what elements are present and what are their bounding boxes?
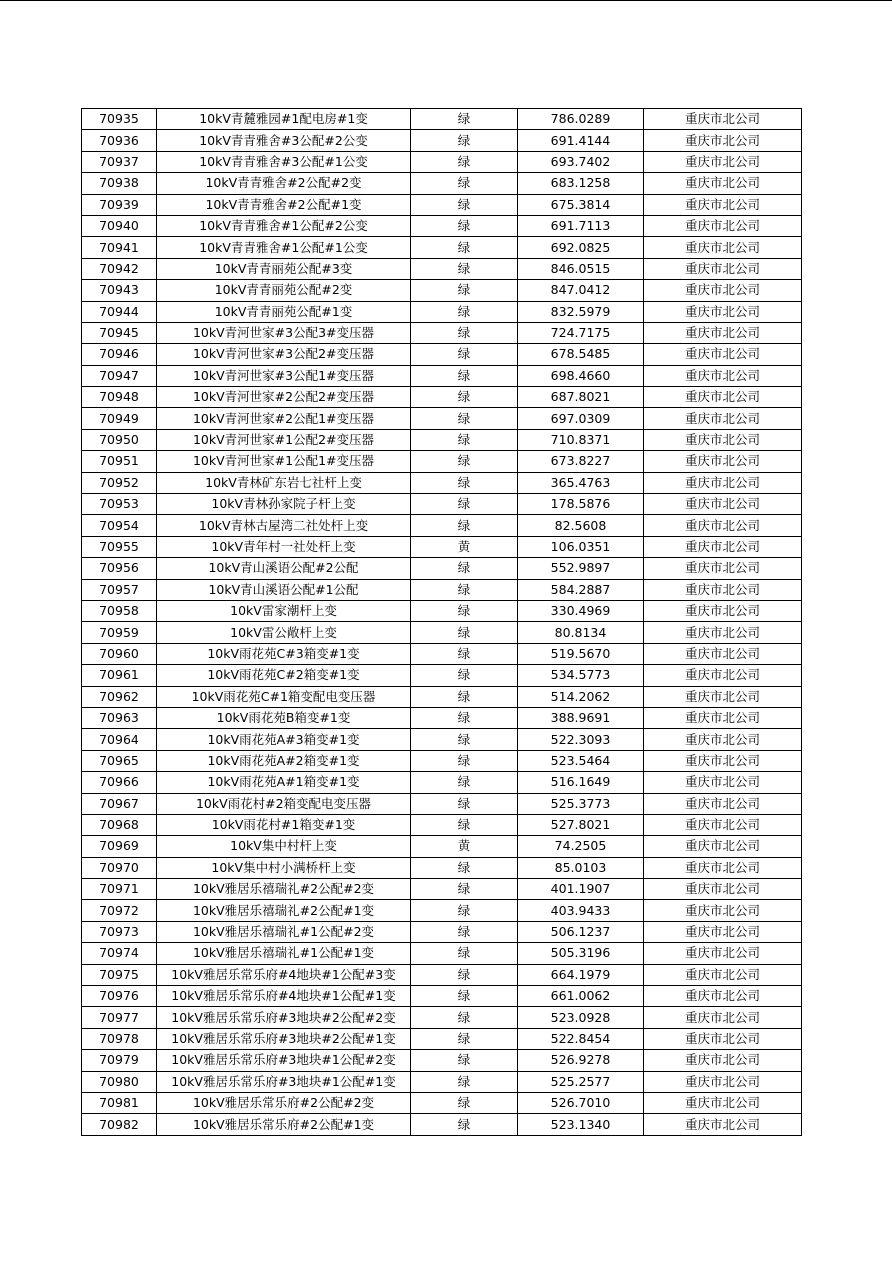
table-row — [82, 600, 802, 621]
cell-company: 重庆市北公司 — [644, 943, 802, 964]
table-row — [82, 472, 802, 493]
cell-company: 重庆市北公司 — [644, 750, 802, 771]
cell-value: 388.9691 — [518, 707, 644, 728]
table-row — [82, 494, 802, 515]
cell-status: 绿 — [411, 943, 518, 964]
cell-company: 重庆市北公司 — [644, 109, 802, 130]
cell-transformer-name: 10kV雅居乐常乐府#2公配#1变 — [157, 1114, 411, 1135]
cell-company: 重庆市北公司 — [644, 686, 802, 707]
cell-status: 绿 — [411, 814, 518, 835]
cell-status: 绿 — [411, 622, 518, 643]
cell-transformer-name: 10kV青河世家#1公配1#变压器 — [157, 451, 411, 472]
cell-transformer-name: 10kV雨花苑C#2箱变#1变 — [157, 665, 411, 686]
cell-id: 70940 — [82, 215, 157, 236]
cell-transformer-name: 10kV雅居乐常乐府#2公配#2变 — [157, 1092, 411, 1113]
cell-id: 70959 — [82, 622, 157, 643]
cell-value: 693.7402 — [518, 151, 644, 172]
cell-value: 534.5773 — [518, 665, 644, 686]
cell-value: 525.2577 — [518, 1071, 644, 1092]
cell-company: 重庆市北公司 — [644, 729, 802, 750]
cell-status: 黄 — [411, 536, 518, 557]
cell-id: 70980 — [82, 1071, 157, 1092]
table-row — [82, 943, 802, 964]
table-row — [82, 921, 802, 942]
cell-transformer-name: 10kV雷家潮杆上变 — [157, 600, 411, 621]
cell-transformer-name: 10kV雅居乐禧瑞礼#2公配#2变 — [157, 879, 411, 900]
cell-transformer-name: 10kV青山溪语公配#2公配 — [157, 558, 411, 579]
cell-value: 847.0412 — [518, 280, 644, 301]
table-row — [82, 344, 802, 365]
cell-transformer-name: 10kV青青雅舍#1公配#1公变 — [157, 237, 411, 258]
cell-company: 重庆市北公司 — [644, 1007, 802, 1028]
cell-value: 724.7175 — [518, 322, 644, 343]
table-row — [82, 879, 802, 900]
cell-id: 70979 — [82, 1050, 157, 1071]
cell-value: 178.5876 — [518, 494, 644, 515]
cell-id: 70971 — [82, 879, 157, 900]
cell-company: 重庆市北公司 — [644, 964, 802, 985]
cell-transformer-name: 10kV雨花苑C#3箱变#1变 — [157, 643, 411, 664]
cell-transformer-name: 10kV雅居乐常乐府#3地块#1公配#1变 — [157, 1071, 411, 1092]
cell-status: 绿 — [411, 1071, 518, 1092]
cell-id: 70966 — [82, 772, 157, 793]
cell-company: 重庆市北公司 — [644, 194, 802, 215]
cell-status: 绿 — [411, 365, 518, 386]
cell-value: 519.5670 — [518, 643, 644, 664]
table-row — [82, 109, 802, 130]
cell-value: 552.9897 — [518, 558, 644, 579]
cell-id: 70977 — [82, 1007, 157, 1028]
cell-id: 70943 — [82, 280, 157, 301]
cell-value: 526.7010 — [518, 1092, 644, 1113]
cell-status: 绿 — [411, 579, 518, 600]
cell-transformer-name: 10kV青林古屋湾二社处杆上变 — [157, 515, 411, 536]
cell-transformer-name: 10kV雨花村#1箱变#1变 — [157, 814, 411, 835]
cell-value: 516.1649 — [518, 772, 644, 793]
cell-company: 重庆市北公司 — [644, 1071, 802, 1092]
cell-company: 重庆市北公司 — [644, 408, 802, 429]
cell-transformer-name: 10kV青青雅舍#1公配#2公变 — [157, 215, 411, 236]
cell-status: 绿 — [411, 1007, 518, 1028]
cell-transformer-name: 10kV青青雅舍#2公配#1变 — [157, 194, 411, 215]
cell-transformer-name: 10kV集中村杆上变 — [157, 836, 411, 857]
cell-company: 重庆市北公司 — [644, 879, 802, 900]
cell-company: 重庆市北公司 — [644, 173, 802, 194]
cell-company: 重庆市北公司 — [644, 1092, 802, 1113]
cell-transformer-name: 10kV青青雅舍#2公配#2变 — [157, 173, 411, 194]
cell-status: 绿 — [411, 900, 518, 921]
cell-id: 70962 — [82, 686, 157, 707]
cell-value: 74.2505 — [518, 836, 644, 857]
table-row — [82, 515, 802, 536]
cell-transformer-name: 10kV青年村一社处杆上变 — [157, 536, 411, 557]
cell-company: 重庆市北公司 — [644, 1050, 802, 1071]
cell-status: 绿 — [411, 986, 518, 1007]
cell-value: 403.9433 — [518, 900, 644, 921]
cell-value: 330.4969 — [518, 600, 644, 621]
cell-company: 重庆市北公司 — [644, 130, 802, 151]
cell-id: 70938 — [82, 173, 157, 194]
cell-id: 70937 — [82, 151, 157, 172]
cell-status: 绿 — [411, 408, 518, 429]
cell-transformer-name: 10kV雅居乐禧瑞礼#1公配#2变 — [157, 921, 411, 942]
table-row — [82, 280, 802, 301]
cell-status: 绿 — [411, 322, 518, 343]
table-row — [82, 665, 802, 686]
cell-company: 重庆市北公司 — [644, 558, 802, 579]
cell-company: 重庆市北公司 — [644, 515, 802, 536]
cell-transformer-name: 10kV青河世家#2公配2#变压器 — [157, 387, 411, 408]
cell-id: 70947 — [82, 365, 157, 386]
cell-company: 重庆市北公司 — [644, 344, 802, 365]
table-row — [82, 622, 802, 643]
cell-transformer-name: 10kV雨花苑A#1箱变#1变 — [157, 772, 411, 793]
cell-value: 523.1340 — [518, 1114, 644, 1135]
cell-company: 重庆市北公司 — [644, 258, 802, 279]
cell-company: 重庆市北公司 — [644, 472, 802, 493]
cell-company: 重庆市北公司 — [644, 772, 802, 793]
cell-transformer-name: 10kV雅居乐常乐府#4地块#1公配#3变 — [157, 964, 411, 985]
cell-id: 70939 — [82, 194, 157, 215]
cell-company: 重庆市北公司 — [644, 301, 802, 322]
cell-transformer-name: 10kV青河世家#2公配1#变压器 — [157, 408, 411, 429]
cell-value: 80.8134 — [518, 622, 644, 643]
table-row — [82, 408, 802, 429]
cell-status: 绿 — [411, 558, 518, 579]
cell-company: 重庆市北公司 — [644, 237, 802, 258]
cell-company: 重庆市北公司 — [644, 622, 802, 643]
cell-value: 664.1979 — [518, 964, 644, 985]
table-row — [82, 686, 802, 707]
cell-company: 重庆市北公司 — [644, 836, 802, 857]
cell-id: 70945 — [82, 322, 157, 343]
cell-company: 重庆市北公司 — [644, 280, 802, 301]
table-row — [82, 643, 802, 664]
cell-status: 绿 — [411, 494, 518, 515]
table-row — [82, 707, 802, 728]
cell-status: 绿 — [411, 643, 518, 664]
cell-id: 70950 — [82, 429, 157, 450]
cell-status: 绿 — [411, 1114, 518, 1135]
cell-value: 846.0515 — [518, 258, 644, 279]
cell-value: 505.3196 — [518, 943, 644, 964]
cell-transformer-name: 10kV雅居乐禧瑞礼#1公配#1变 — [157, 943, 411, 964]
cell-id: 70957 — [82, 579, 157, 600]
cell-company: 重庆市北公司 — [644, 536, 802, 557]
cell-status: 绿 — [411, 451, 518, 472]
cell-value: 526.9278 — [518, 1050, 644, 1071]
table-row — [82, 451, 802, 472]
cell-value: 698.4660 — [518, 365, 644, 386]
cell-id: 70967 — [82, 793, 157, 814]
cell-value: 522.8454 — [518, 1028, 644, 1049]
table-row — [82, 857, 802, 878]
table-row — [82, 986, 802, 1007]
cell-status: 绿 — [411, 729, 518, 750]
cell-company: 重庆市北公司 — [644, 1028, 802, 1049]
cell-status: 绿 — [411, 472, 518, 493]
table-row — [82, 558, 802, 579]
cell-status: 绿 — [411, 665, 518, 686]
cell-status: 黄 — [411, 836, 518, 857]
cell-company: 重庆市北公司 — [644, 387, 802, 408]
cell-value: 523.0928 — [518, 1007, 644, 1028]
cell-id: 70936 — [82, 130, 157, 151]
cell-transformer-name: 10kV青麓雅园#1配电房#1变 — [157, 109, 411, 130]
cell-status: 绿 — [411, 301, 518, 322]
cell-id: 70982 — [82, 1114, 157, 1135]
cell-status: 绿 — [411, 772, 518, 793]
cell-value: 678.5485 — [518, 344, 644, 365]
cell-status: 绿 — [411, 879, 518, 900]
table-row — [82, 365, 802, 386]
cell-status: 绿 — [411, 194, 518, 215]
cell-transformer-name: 10kV雨花苑C#1箱变配电变压器 — [157, 686, 411, 707]
cell-company: 重庆市北公司 — [644, 857, 802, 878]
table-row — [82, 1050, 802, 1071]
cell-value: 691.7113 — [518, 215, 644, 236]
cell-id: 70974 — [82, 943, 157, 964]
cell-status: 绿 — [411, 109, 518, 130]
cell-transformer-name: 10kV青河世家#3公配2#变压器 — [157, 344, 411, 365]
cell-id: 70968 — [82, 814, 157, 835]
cell-company: 重庆市北公司 — [644, 643, 802, 664]
page-top-border — [0, 0, 892, 1]
cell-value: 365.4763 — [518, 472, 644, 493]
cell-status: 绿 — [411, 237, 518, 258]
cell-company: 重庆市北公司 — [644, 707, 802, 728]
cell-id: 70946 — [82, 344, 157, 365]
table-row — [82, 836, 802, 857]
cell-value: 675.3814 — [518, 194, 644, 215]
cell-status: 绿 — [411, 1050, 518, 1071]
cell-id: 70961 — [82, 665, 157, 686]
cell-transformer-name: 10kV青青雅舍#3公配#2公变 — [157, 130, 411, 151]
cell-value: 786.0289 — [518, 109, 644, 130]
table-row — [82, 814, 802, 835]
cell-value: 401.1907 — [518, 879, 644, 900]
cell-id: 70955 — [82, 536, 157, 557]
cell-id: 70970 — [82, 857, 157, 878]
cell-transformer-name: 10kV雨花村#2箱变配电变压器 — [157, 793, 411, 814]
cell-value: 697.0309 — [518, 408, 644, 429]
table-row — [82, 301, 802, 322]
cell-id: 70958 — [82, 600, 157, 621]
cell-id: 70949 — [82, 408, 157, 429]
cell-id: 70969 — [82, 836, 157, 857]
cell-id: 70953 — [82, 494, 157, 515]
table-row — [82, 1092, 802, 1113]
cell-value: 661.0062 — [518, 986, 644, 1007]
cell-id: 70951 — [82, 451, 157, 472]
cell-company: 重庆市北公司 — [644, 900, 802, 921]
cell-company: 重庆市北公司 — [644, 215, 802, 236]
cell-transformer-name: 10kV青林孙家院子杆上变 — [157, 494, 411, 515]
cell-id: 70963 — [82, 707, 157, 728]
cell-value: 691.4144 — [518, 130, 644, 151]
cell-company: 重庆市北公司 — [644, 665, 802, 686]
cell-company: 重庆市北公司 — [644, 151, 802, 172]
table-row — [82, 322, 802, 343]
cell-status: 绿 — [411, 1092, 518, 1113]
cell-value: 584.2887 — [518, 579, 644, 600]
table-row — [82, 215, 802, 236]
cell-id: 70960 — [82, 643, 157, 664]
cell-status: 绿 — [411, 173, 518, 194]
cell-id: 70935 — [82, 109, 157, 130]
cell-id: 70944 — [82, 301, 157, 322]
cell-id: 70978 — [82, 1028, 157, 1049]
cell-transformer-name: 10kV雅居乐常乐府#3地块#2公配#1变 — [157, 1028, 411, 1049]
cell-status: 绿 — [411, 793, 518, 814]
cell-status: 绿 — [411, 258, 518, 279]
cell-value: 527.8021 — [518, 814, 644, 835]
cell-transformer-name: 10kV集中村小满桥杆上变 — [157, 857, 411, 878]
cell-id: 70975 — [82, 964, 157, 985]
cell-value: 683.1258 — [518, 173, 644, 194]
cell-id: 70976 — [82, 986, 157, 1007]
cell-company: 重庆市北公司 — [644, 429, 802, 450]
cell-status: 绿 — [411, 344, 518, 365]
cell-company: 重庆市北公司 — [644, 451, 802, 472]
cell-transformer-name: 10kV青河世家#3公配1#变压器 — [157, 365, 411, 386]
cell-transformer-name: 10kV雅居乐常乐府#3地块#2公配#2变 — [157, 1007, 411, 1028]
cell-company: 重庆市北公司 — [644, 986, 802, 1007]
table-row — [82, 1007, 802, 1028]
table-row — [82, 964, 802, 985]
table-row — [82, 387, 802, 408]
cell-status: 绿 — [411, 964, 518, 985]
table-row — [82, 772, 802, 793]
table-row — [82, 1114, 802, 1135]
cell-transformer-name: 10kV青青丽苑公配#3变 — [157, 258, 411, 279]
cell-company: 重庆市北公司 — [644, 494, 802, 515]
cell-value: 514.2062 — [518, 686, 644, 707]
cell-transformer-name: 10kV雅居乐常乐府#3地块#1公配#2变 — [157, 1050, 411, 1071]
cell-id: 70964 — [82, 729, 157, 750]
cell-value: 525.3773 — [518, 793, 644, 814]
cell-company: 重庆市北公司 — [644, 322, 802, 343]
cell-status: 绿 — [411, 130, 518, 151]
cell-id: 70956 — [82, 558, 157, 579]
cell-transformer-name: 10kV青青雅舍#3公配#1公变 — [157, 151, 411, 172]
cell-status: 绿 — [411, 921, 518, 942]
table-row — [82, 130, 802, 151]
table-row — [82, 793, 802, 814]
cell-status: 绿 — [411, 750, 518, 771]
cell-company: 重庆市北公司 — [644, 600, 802, 621]
cell-status: 绿 — [411, 151, 518, 172]
table-row — [82, 151, 802, 172]
cell-value: 673.8227 — [518, 451, 644, 472]
table-row — [82, 173, 802, 194]
cell-transformer-name: 10kV雨花苑A#2箱变#1变 — [157, 750, 411, 771]
cell-company: 重庆市北公司 — [644, 1114, 802, 1135]
cell-value: 85.0103 — [518, 857, 644, 878]
cell-transformer-name: 10kV青林矿东岩七社杆上变 — [157, 472, 411, 493]
cell-status: 绿 — [411, 429, 518, 450]
cell-transformer-name: 10kV青山溪语公配#1公配 — [157, 579, 411, 600]
cell-transformer-name: 10kV雅居乐禧瑞礼#2公配#1变 — [157, 900, 411, 921]
cell-id: 70954 — [82, 515, 157, 536]
cell-id: 70972 — [82, 900, 157, 921]
table-row — [82, 237, 802, 258]
cell-transformer-name: 10kV青河世家#3公配3#变压器 — [157, 322, 411, 343]
cell-id: 70948 — [82, 387, 157, 408]
cell-transformer-name: 10kV雅居乐常乐府#4地块#1公配#1变 — [157, 986, 411, 1007]
cell-value: 522.3093 — [518, 729, 644, 750]
cell-status: 绿 — [411, 707, 518, 728]
cell-id: 70942 — [82, 258, 157, 279]
cell-status: 绿 — [411, 1028, 518, 1049]
cell-company: 重庆市北公司 — [644, 814, 802, 835]
cell-value: 506.1237 — [518, 921, 644, 942]
cell-id: 70981 — [82, 1092, 157, 1113]
cell-status: 绿 — [411, 686, 518, 707]
cell-id: 70965 — [82, 750, 157, 771]
table-body — [82, 109, 802, 1136]
cell-company: 重庆市北公司 — [644, 793, 802, 814]
table-row — [82, 579, 802, 600]
cell-value: 832.5979 — [518, 301, 644, 322]
cell-status: 绿 — [411, 600, 518, 621]
table-row — [82, 1028, 802, 1049]
table-row — [82, 900, 802, 921]
cell-transformer-name: 10kV雨花苑A#3箱变#1变 — [157, 729, 411, 750]
cell-value: 523.5464 — [518, 750, 644, 771]
table-row — [82, 750, 802, 771]
cell-transformer-name: 10kV雨花苑B箱变#1变 — [157, 707, 411, 728]
cell-value: 82.5608 — [518, 515, 644, 536]
cell-id: 70941 — [82, 237, 157, 258]
cell-company: 重庆市北公司 — [644, 921, 802, 942]
cell-status: 绿 — [411, 280, 518, 301]
cell-status: 绿 — [411, 215, 518, 236]
cell-status: 绿 — [411, 857, 518, 878]
table-row — [82, 429, 802, 450]
table-row — [82, 258, 802, 279]
cell-company: 重庆市北公司 — [644, 365, 802, 386]
cell-value: 692.0825 — [518, 237, 644, 258]
cell-value: 106.0351 — [518, 536, 644, 557]
cell-status: 绿 — [411, 515, 518, 536]
cell-id: 70973 — [82, 921, 157, 942]
table-row — [82, 536, 802, 557]
cell-id: 70952 — [82, 472, 157, 493]
cell-transformer-name: 10kV青青丽苑公配#1变 — [157, 301, 411, 322]
cell-value: 687.8021 — [518, 387, 644, 408]
table-row — [82, 194, 802, 215]
table-row — [82, 1071, 802, 1092]
cell-transformer-name: 10kV雷公敞杆上变 — [157, 622, 411, 643]
data-table — [81, 108, 802, 1136]
cell-company: 重庆市北公司 — [644, 579, 802, 600]
cell-transformer-name: 10kV青青丽苑公配#2变 — [157, 280, 411, 301]
table-row — [82, 729, 802, 750]
cell-status: 绿 — [411, 387, 518, 408]
cell-transformer-name: 10kV青河世家#1公配2#变压器 — [157, 429, 411, 450]
cell-value: 710.8371 — [518, 429, 644, 450]
